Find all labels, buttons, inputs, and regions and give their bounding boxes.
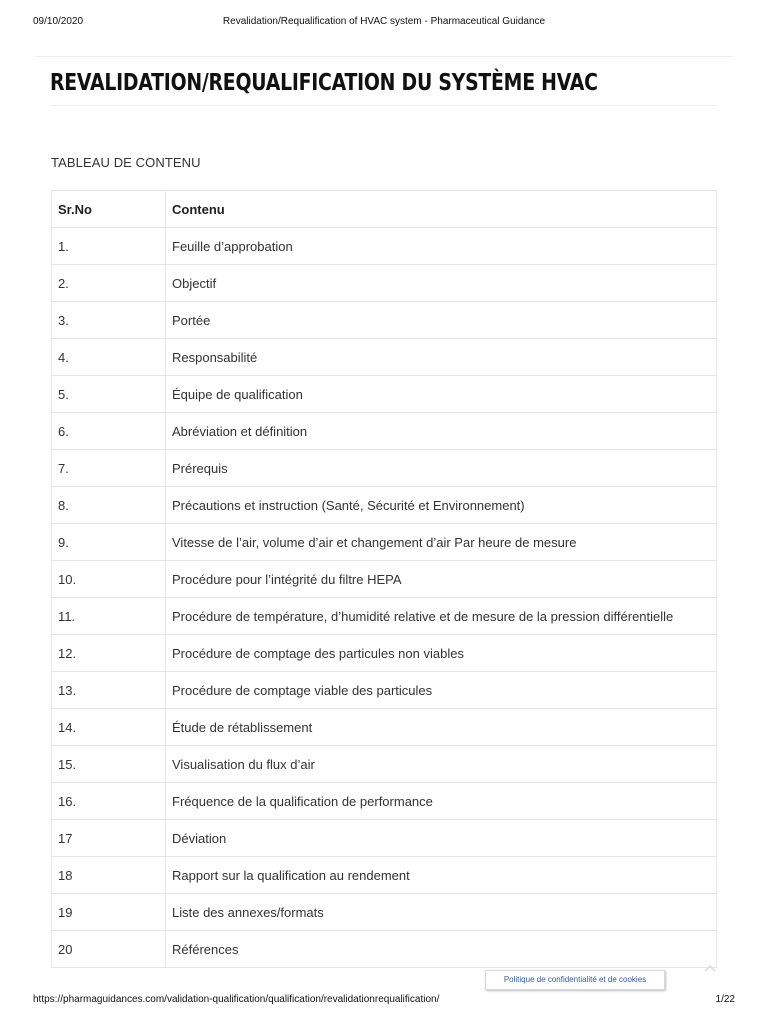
row-content: Précautions et instruction (Santé, Sécurité et Environnement) [166,487,716,524]
row-content: Objectif [166,265,716,302]
row-content: Prérequis [166,450,716,487]
toc-table [51,190,717,968]
column-header-sr-no: Sr.No [52,191,166,228]
row-content: Abréviation et définition [166,413,716,450]
row-content: Procédure pour l’intégrité du filtre HEPA [166,561,716,598]
column-header-contenu: Contenu [166,191,716,228]
table-row [52,746,716,783]
chevron-up-icon[interactable] [703,962,717,976]
row-content: Rapport sur la qualification au rendement [166,857,716,894]
row-content: Liste des annexes/formats [166,894,716,931]
print-url: https://pharmaguidances.com/validation-qualification/qualification/revalidationrequalification/ [33,994,440,1005]
table-row [52,450,716,487]
row-content: Visualisation du flux d’air [166,746,716,783]
title-divider [50,105,716,106]
table-row [52,820,716,857]
table-row [52,598,716,635]
table-row [52,487,716,524]
toc-body [52,228,716,968]
row-content: Références [166,931,716,968]
row-content: Vitesse de l’air, volume d’air et changement d’air Par heure de mesure [166,524,716,561]
table-row [52,228,716,265]
privacy-policy-button[interactable]: Politique de confidentialité et de cookies [485,970,665,990]
row-number: 4. [52,339,166,376]
table-row [52,413,716,450]
table-row [52,894,716,931]
row-number: 8. [52,487,166,524]
table-row [52,672,716,709]
row-number: 19 [52,894,166,931]
table-row [52,561,716,598]
row-number: 16. [52,783,166,820]
table-row [52,931,716,968]
row-content: Déviation [166,820,716,857]
row-number: 18 [52,857,166,894]
row-number: 5. [52,376,166,413]
row-content: Procédure de comptage viable des particules [166,672,716,709]
row-content: Responsabilité [166,339,716,376]
table-row [52,339,716,376]
table-row [52,709,716,746]
row-content: Procédure de température, d’humidité relative et de mesure de la pression différentielle [166,598,716,635]
table-row [52,524,716,561]
toc-header-row [52,191,716,228]
row-number: 15. [52,746,166,783]
print-footer [33,994,735,1008]
row-number: 14. [52,709,166,746]
table-row [52,857,716,894]
table-row [52,783,716,820]
row-content: Procédure de comptage des particules non viables [166,635,716,672]
table-row [52,635,716,672]
print-document-title: Revalidation/Requalification of HVAC system - Pharmaceutical Guidance [222,16,546,27]
row-number: 13. [52,672,166,709]
row-content: Feuille d’approbation [166,228,716,265]
toc-heading: TABLEAU DE CONTENU [51,155,201,170]
row-number: 20 [52,931,166,968]
row-content: Étude de rétablissement [166,709,716,746]
print-date: 09/10/2020 [33,16,84,27]
row-number: 11. [52,598,166,635]
top-divider [36,56,732,57]
table-row [52,302,716,339]
row-number: 3. [52,302,166,339]
page-title: REVALIDATION/REQUALIFICATION DU SYSTÈME HVAC [50,70,598,96]
table-row [52,265,716,302]
row-number: 1. [52,228,166,265]
row-number: 12. [52,635,166,672]
row-number: 17 [52,820,166,857]
table-row [52,376,716,413]
row-number: 7. [52,450,166,487]
row-number: 10. [52,561,166,598]
row-content: Équipe de qualification [166,376,716,413]
row-content: Fréquence de la qualification de performance [166,783,716,820]
row-number: 9. [52,524,166,561]
print-header [33,16,735,30]
row-content: Portée [166,302,716,339]
row-number: 2. [52,265,166,302]
page-number: 1/22 [715,994,735,1005]
row-number: 6. [52,413,166,450]
